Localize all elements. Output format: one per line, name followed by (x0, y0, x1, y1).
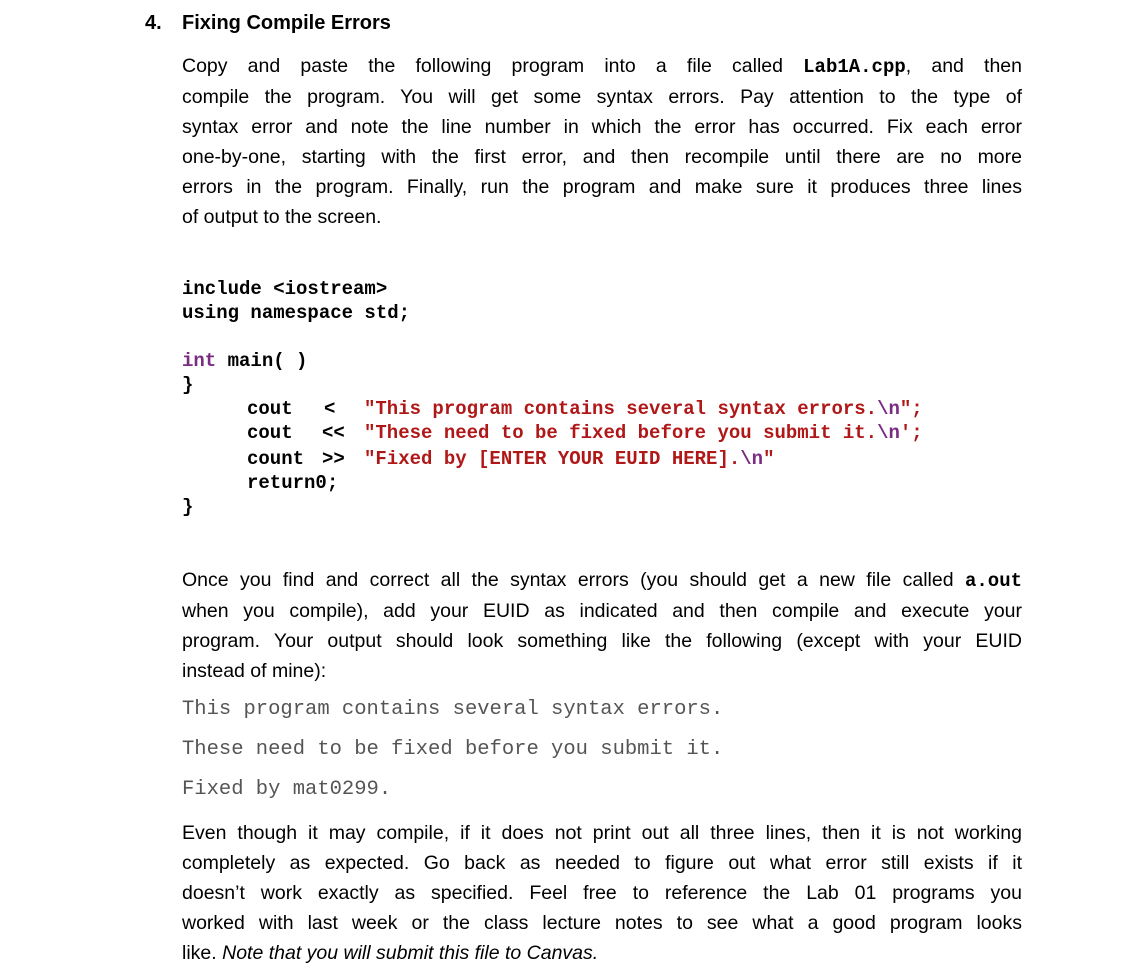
code-string-1: "This program contains several syntax errors.\n"; (364, 398, 923, 420)
code-string-2: "These need to be fixed before you submit it.\n'; (364, 422, 923, 444)
middle-line-3: program. Your output should look something like the following (except with your EUID (182, 630, 1022, 652)
closing-line-1: Even though it may compile, if it does not print out all three lines, then it is not working (182, 822, 1022, 844)
closing-line-5: like. Note that you will submit this file to Canvas. (182, 942, 599, 964)
code-line-using: using namespace std; (182, 302, 411, 324)
closing-line-4: worked with last week or the class lecture notes to see what a good program looks (182, 912, 1022, 934)
code-op-3: >> (322, 448, 345, 470)
closing-paragraph (182, 818, 1022, 968)
closing-line-3: doesn’t work exactly as specified. Feel free to reference the Lab 01 programs you (182, 882, 1022, 904)
filename-code: Lab1A.cpp (803, 56, 906, 78)
code-line-count-3: count (247, 448, 305, 470)
intro-line-4: one-by-one, starting with the first error, and then recompile until there are no more (182, 146, 1022, 168)
middle-line-4: instead of mine): (182, 660, 327, 682)
canvas-note: Note that you will submit this file to Canvas. (222, 942, 599, 964)
intro-line-3: syntax error and note the line number in which the error has occurred. Fix each error (182, 116, 1022, 138)
intro-line-6: of output to the screen. (182, 206, 382, 228)
code-line-cout-1: cout (247, 398, 293, 420)
keyword-int: int (182, 350, 217, 372)
code-brace-open: } (182, 374, 194, 396)
middle-paragraph (182, 565, 1022, 686)
code-line-main: int main( ) (182, 350, 308, 372)
code-line-include: include <iostream> (182, 278, 388, 300)
closing-line-2: completely as expected. Go back as needed to figure out what error still exists if it (182, 852, 1022, 874)
output-line-3: Fixed by mat0299. (182, 778, 392, 801)
section-number: 4. (145, 12, 162, 34)
intro-line-1: Copy and paste the following program into a file called Lab1A.cpp, and then (182, 55, 1022, 78)
code-line-return: return0; (247, 472, 339, 494)
intro-line-5: errors in the program. Finally, run the program and make sure it produces three lines (182, 176, 1022, 198)
section-heading (145, 12, 391, 35)
section-title: Fixing Compile Errors (182, 12, 391, 34)
intro-paragraph (182, 51, 1022, 232)
code-brace-close: } (182, 496, 194, 518)
output-line-2: These need to be fixed before you submit it. (182, 738, 724, 761)
output-line-1: This program contains several syntax errors. (182, 698, 724, 721)
aout-code: a.out (964, 570, 1022, 592)
code-op-1: < (324, 398, 336, 420)
code-op-2: << (322, 422, 345, 444)
code-string-3: "Fixed by [ENTER YOUR EUID HERE].\n" (364, 448, 775, 470)
middle-line-2: when you compile), add your EUID as indicated and then compile and execute your (182, 600, 1022, 622)
intro-line-2: compile the program. You will get some syntax errors. Pay attention to the type of (182, 86, 1022, 108)
code-line-cout-2: cout (247, 422, 293, 444)
middle-line-1: Once you find and correct all the syntax errors (you should get a new file called a.out (182, 569, 1022, 592)
